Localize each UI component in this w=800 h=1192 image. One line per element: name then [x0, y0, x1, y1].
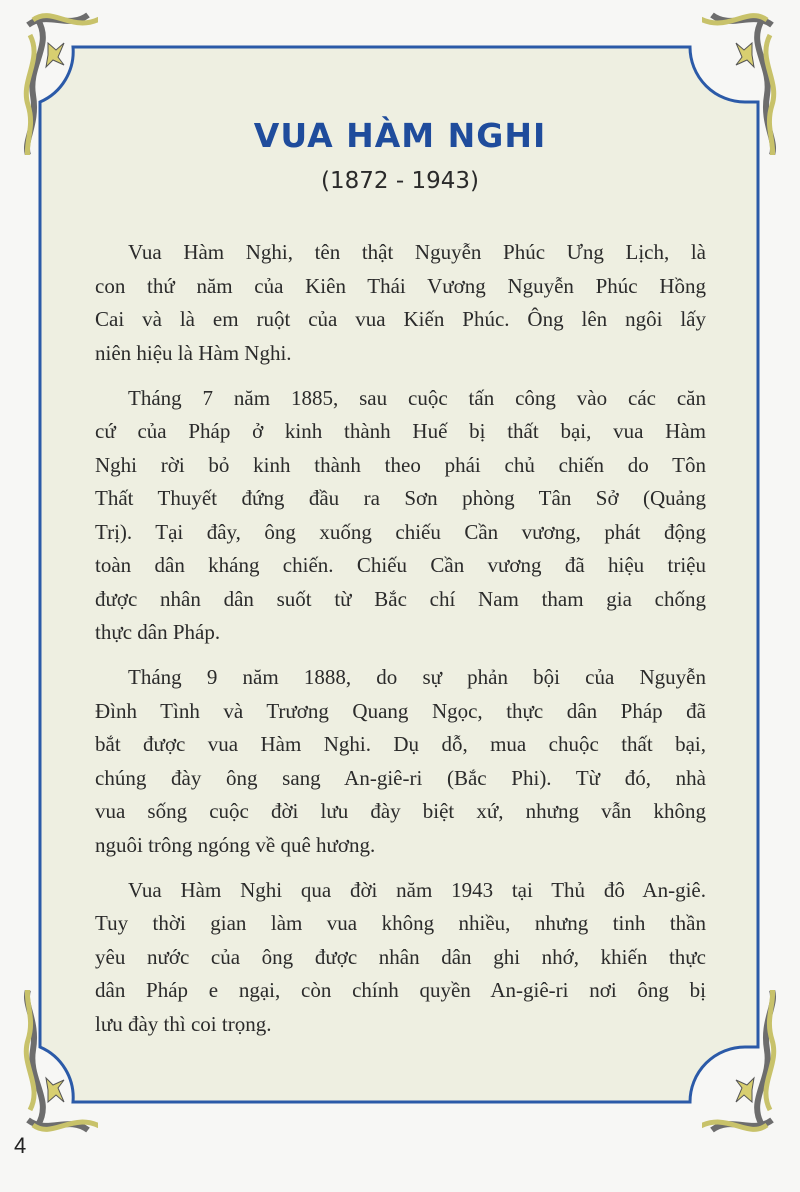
text-line: Nghi rời bỏ kinh thành theo phái chủ chiến do Tôn [95, 452, 706, 477]
text-line: nguôi trông ngóng về quê hương. [95, 832, 376, 857]
text-line: vua sống cuộc đời lưu đày biệt xứ, nhưng vẫn không [95, 799, 706, 823]
text-line: Vua Hàm Nghi, tên thật Nguyễn Phúc Ưng Lịch, là [128, 240, 706, 264]
paragraph [95, 661, 706, 862]
text-line: yêu nước của ông được nhân dân ghi nhớ, khiến thực [95, 944, 706, 969]
text-line: niên hiệu là Hàm Nghi. [95, 340, 292, 365]
paragraph [95, 236, 706, 370]
page-number: 4 [14, 1133, 27, 1158]
paragraph [95, 874, 706, 1042]
text-line: dân Pháp e ngại, còn chính quyền An-giê-ri nơi ông bị [95, 978, 706, 1002]
text-line: con thứ năm của Kiên Thái Vương Nguyễn Phúc Hồng [95, 273, 706, 298]
text-line: Đình Tình và Trương Quang Ngọc, thực dân Pháp đã [95, 698, 706, 723]
text-line: Trị). Tại đây, ông xuống chiếu Cần vương, phát động [95, 519, 706, 544]
paragraph [95, 382, 706, 650]
text-line: bắt được vua Hàm Nghi. Dụ dỗ, mua chuộc thất bại, [95, 732, 706, 756]
text-line: chúng đày ông sang An-giê-ri (Bắc Phi). Từ đó, nhà [95, 765, 706, 790]
corner-ornament-bottom-left [8, 990, 98, 1140]
text-line: được nhân dân suốt từ Bắc chí Nam tham gia chống [95, 586, 706, 611]
text-line: Tháng 7 năm 1885, sau cuộc tấn công vào các căn [128, 385, 706, 410]
text-line: cứ của Pháp ở kinh thành Huế bị thất bại, vua Hàm [95, 419, 706, 443]
text-line: Tháng 9 năm 1888, do sự phản bội của Nguyễn [128, 665, 706, 689]
text-line: thực dân Pháp. [95, 620, 221, 644]
text-line: Vua Hàm Nghi qua đời năm 1943 tại Thủ đô An-giê. [128, 877, 706, 902]
text-line: Tuy thời gian làm vua không nhiều, nhưng tinh thần [95, 911, 706, 935]
corner-ornament-bottom-right [702, 990, 792, 1140]
text-line: Thất Thuyết đứng đầu ra Sơn phòng Tân Sở (Quảng [95, 486, 706, 510]
text-line: lưu đày thì coi trọng. [95, 1011, 272, 1036]
text-line: toàn dân kháng chiến. Chiếu Cần vương đã hiệu triệu [95, 553, 706, 577]
biography-text [95, 236, 706, 1053]
page-title: VUA HÀM NGHI [253, 116, 547, 155]
text-line: Cai và là em ruột của vua Kiến Phúc. Ông lên ngôi lấy [95, 307, 706, 331]
lifespan-years: (1872 - 1943) [321, 168, 479, 194]
